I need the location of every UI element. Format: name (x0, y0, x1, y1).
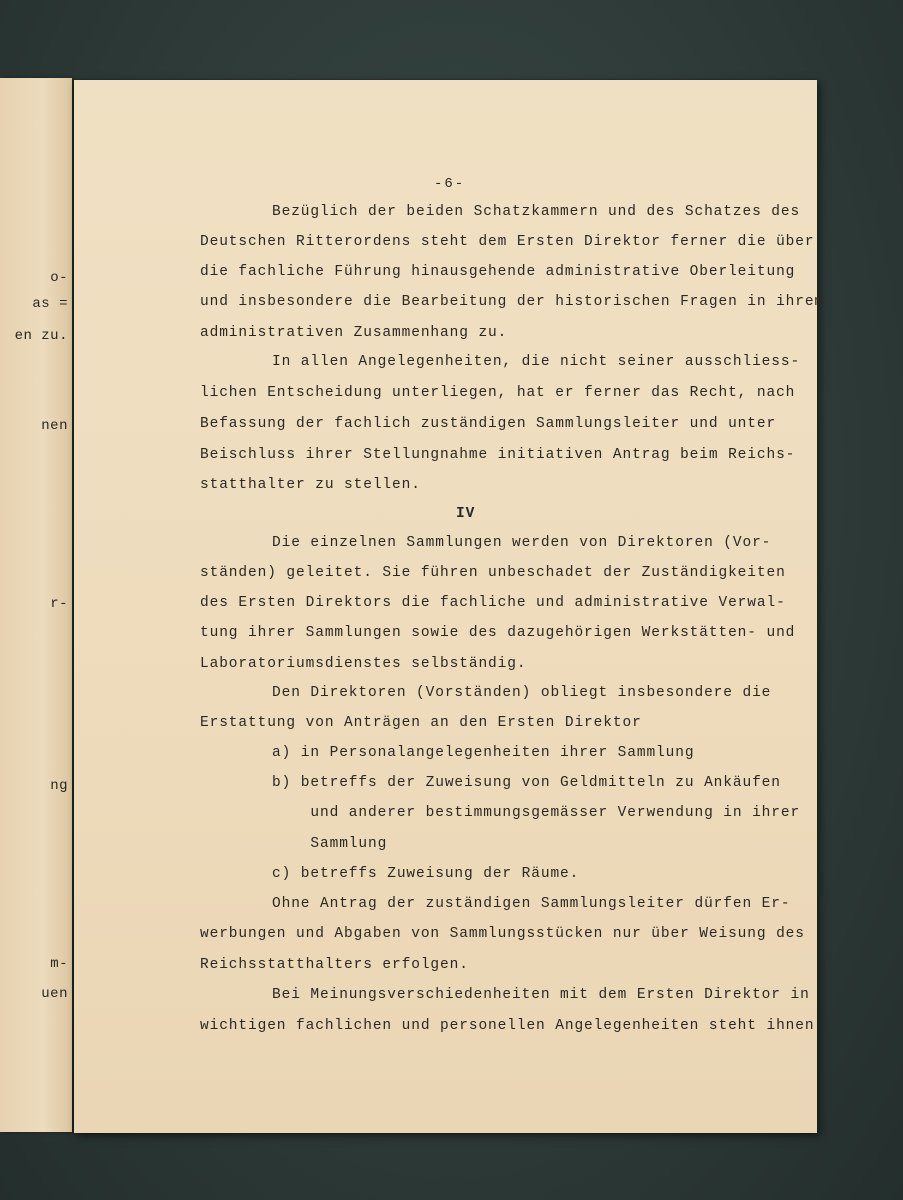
list-item: Sammlung (272, 836, 388, 852)
paragraph-2-line: lichen Entscheidung unterliegen, hat er ferner das Recht, nach (200, 385, 796, 401)
paragraph-6-line: wichtigen fachlichen und personellen Angelegenheiten steht ihnen (200, 1018, 815, 1034)
paragraph-5-line: Reichsstatthalters erfolgen. (200, 957, 469, 973)
left-page-fragment: nen (41, 418, 68, 434)
paragraph-5-line: Ohne Antrag der zuständigen Sammlungsleiter dürfen Er- (272, 896, 791, 912)
paragraph-1-line: Deutschen Ritterordens steht dem Ersten Direktor ferner die über (200, 234, 815, 250)
left-page-fragment: o- (50, 270, 68, 286)
paragraph-3-line: ständen) geleitet. Sie führen unbeschadet der Zuständigkeiten (200, 565, 786, 581)
list-item: und anderer bestimmungsgemässer Verwendung in ihrer (272, 805, 801, 821)
paragraph-1-line: administrativen Zusammenhang zu. (200, 325, 508, 341)
paragraph-5-line: werbungen und Abgaben von Sammlungsstücken nur über Weisung des (200, 926, 805, 942)
paragraph-2-line: Beischluss ihrer Stellungnahme initiativen Antrag beim Reichs- (200, 447, 796, 463)
paragraph-3-line: Laboratoriumsdienstes selbständig. (200, 656, 527, 672)
paragraph-3-line: Die einzelnen Sammlungen werden von Direktoren (Vor- (272, 535, 772, 551)
paragraph-4-line: Den Direktoren (Vorständen) obliegt insbesondere die (272, 685, 772, 701)
paragraph-2-line: statthalter zu stellen. (200, 477, 421, 493)
left-page-fragment: ng (50, 778, 68, 794)
paragraph-4-line: Erstattung von Anträgen an den Ersten Direktor (200, 715, 642, 731)
section-numeral: IV (456, 506, 476, 522)
paragraph-6-line: Bei Meinungsverschiedenheiten mit dem Ersten Direktor in (272, 987, 810, 1003)
left-page-fragment: uen (41, 986, 68, 1002)
paragraph-3-line: des Ersten Direktors die fachliche und administrative Verwal- (200, 595, 786, 611)
document-page (74, 80, 825, 1133)
page-number: -6- (434, 176, 466, 192)
previous-page-edge (0, 78, 72, 1132)
left-page-fragment: r- (50, 596, 68, 612)
list-item: a) in Personalangelegenheiten ihrer Sammlung (272, 745, 695, 761)
paragraph-1-line: die fachliche Führung hinausgehende administrative Oberleitung (200, 264, 796, 280)
paragraph-3-line: tung ihrer Sammlungen sowie des dazugehörigen Werkstätten- und (200, 625, 796, 641)
paragraph-1-line: Bezüglich der beiden Schatzkammern und des Schatzes des (272, 204, 801, 220)
left-page-fragment: en zu. (14, 328, 68, 344)
paragraph-2-line: In allen Angelegenheiten, die nicht seiner ausschliess- (272, 354, 801, 370)
left-page-fragment: m- (50, 956, 68, 972)
left-page-fragment: as = (32, 296, 68, 312)
list-item: c) betreffs Zuweisung der Räume. (272, 866, 580, 882)
list-item: b) betreffs der Zuweisung von Geldmitteln zu Ankäufen (272, 775, 781, 791)
paragraph-1-line: und insbesondere die Bearbeitung der historischen Fragen in ihrem (200, 294, 825, 310)
paragraph-2-line: Befassung der fachlich zuständigen Sammlungsleiter und unter (200, 416, 777, 432)
